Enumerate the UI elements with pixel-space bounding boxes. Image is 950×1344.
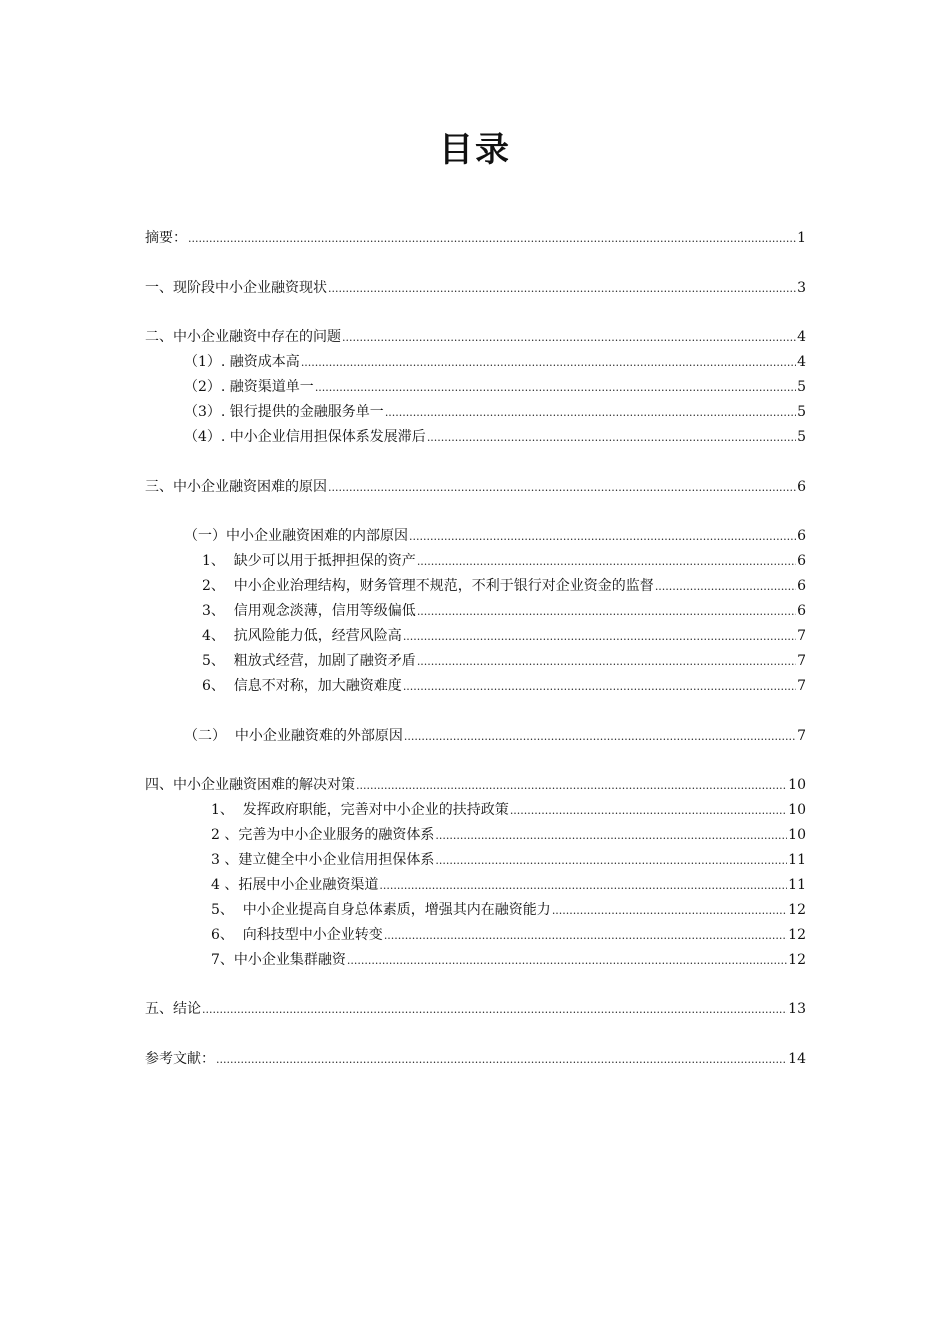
toc-entry-page: 5 (797, 379, 806, 395)
toc-dot-leader (301, 353, 796, 373)
toc-dot-leader (328, 478, 796, 498)
toc-entry-page: 5 (797, 404, 806, 420)
toc-entry-page: 1 (797, 230, 806, 246)
toc-entry-page: 5 (797, 429, 806, 445)
toc-dot-leader (403, 677, 796, 697)
toc-entry-label: （二） 中小企业融资难的外部原因 (184, 728, 403, 744)
toc-dot-leader (315, 378, 796, 398)
toc-entry-3-1-3[interactable] (202, 601, 806, 621)
toc-entry-4-5[interactable] (211, 900, 806, 920)
toc-dot-leader (409, 527, 796, 547)
toc-dot-leader (417, 602, 796, 622)
toc-entry-label: 2 、完善为中小企业服务的融资体系 (211, 827, 435, 843)
toc-entry-page: 10 (788, 827, 806, 843)
toc-dot-leader (216, 1050, 787, 1070)
toc-entry-page: 7 (797, 728, 806, 744)
toc-entry-page: 7 (797, 678, 806, 694)
toc-dot-leader (417, 552, 796, 572)
toc-dot-leader (510, 801, 787, 821)
toc-entry-page: 6 (797, 479, 806, 495)
toc-entry-4-3[interactable] (211, 850, 806, 870)
toc-entry-4-2[interactable] (211, 825, 806, 845)
toc-entry-label: 6、 向科技型中小企业转变 (211, 927, 383, 943)
toc-entry-label: 摘要： (145, 230, 187, 246)
toc-entry-label: 5、 粗放式经营，加剧了融资矛盾 (202, 653, 416, 669)
toc-entry-abstract[interactable] (145, 228, 806, 248)
toc-entry-page: 14 (788, 1051, 806, 1067)
toc-entry-3-external[interactable] (184, 726, 806, 746)
toc-entry-4-4[interactable] (211, 875, 806, 895)
toc-entry-page: 3 (797, 280, 806, 296)
toc-entry-label: 参考文献： (145, 1051, 215, 1067)
toc-entry-page: 10 (788, 802, 806, 818)
toc-entry-3-1-5[interactable] (202, 651, 806, 671)
toc-entry-4-6[interactable] (211, 925, 806, 945)
toc-dot-leader (202, 1000, 787, 1020)
toc-dot-leader (435, 851, 787, 871)
toc-entry-page: 12 (788, 927, 806, 943)
toc-entry-page: 7 (797, 628, 806, 644)
toc-entry-3-1-4[interactable] (202, 626, 806, 646)
toc-dot-leader (404, 727, 796, 747)
toc-dot-leader (379, 876, 787, 896)
toc-entry-label: 五、结论 (145, 1001, 201, 1017)
toc-entry-label: （1）. 融资成本高 (184, 354, 300, 370)
toc-dot-leader (188, 229, 796, 249)
toc-entry-label: 三、中小企业融资困难的原因 (145, 479, 327, 495)
toc-entry-3-1-6[interactable] (202, 676, 806, 696)
toc-entry-page: 10 (788, 777, 806, 793)
toc-dot-leader (427, 428, 796, 448)
toc-entry-page: 6 (797, 553, 806, 569)
toc-entry-page: 4 (797, 354, 806, 370)
toc-entry-page: 13 (788, 1001, 806, 1017)
toc-dot-leader (328, 279, 796, 299)
toc-entry-4-1[interactable] (211, 800, 806, 820)
toc-entry-4-7[interactable] (211, 950, 806, 970)
toc-entry-label: 1、 缺少可以用于抵押担保的资产 (202, 553, 416, 569)
toc-entry-2-1[interactable] (184, 352, 806, 372)
toc-dot-leader (356, 776, 787, 796)
toc-entry-page: 12 (788, 952, 806, 968)
toc-entry-2-4[interactable] (184, 427, 806, 447)
toc-dot-leader (655, 577, 796, 597)
page-title: 目录 (439, 130, 511, 170)
toc-entry-label: （2）. 融资渠道单一 (184, 379, 314, 395)
toc-entry-chapter-4[interactable] (145, 775, 806, 795)
toc-entry-label: （一）中小企业融资困难的内部原因 (184, 528, 408, 544)
toc-entry-chapter-5[interactable] (145, 999, 806, 1019)
toc-entry-label: 2、 中小企业治理结构，财务管理不规范，不利于银行对企业资金的监督 (202, 578, 654, 594)
toc-entry-label: （4）. 中小企业信用担保体系发展滞后 (184, 429, 426, 445)
toc-entry-label: 3、 信用观念淡薄，信用等级偏低 (202, 603, 416, 619)
toc-dot-leader (384, 926, 787, 946)
toc-entry-3-internal[interactable] (184, 526, 806, 546)
toc-entry-label: 6、 信息不对称，加大融资难度 (202, 678, 402, 694)
toc-entry-chapter-2[interactable] (145, 327, 806, 347)
toc-entry-label: 5、 中小企业提高自身总体素质，增强其内在融资能力 (211, 902, 551, 918)
toc-entry-label: 3 、建立健全中小企业信用担保体系 (211, 852, 435, 868)
toc-entry-2-3[interactable] (184, 402, 806, 422)
toc-entry-label: 四、中小企业融资困难的解决对策 (145, 777, 355, 793)
toc-entry-chapter-3[interactable] (145, 477, 806, 497)
toc-entry-page: 11 (788, 852, 806, 868)
toc-entry-label: 7、中小企业集群融资 (211, 952, 346, 968)
toc-entry-page: 6 (797, 603, 806, 619)
toc-entry-label: 一、现阶段中小企业融资现状 (145, 280, 327, 296)
toc-entry-label: （3）. 银行提供的金融服务单一 (184, 404, 384, 420)
toc-entry-label: 1、 发挥政府职能，完善对中小企业的扶持政策 (211, 802, 509, 818)
toc-entry-3-1-2[interactable] (202, 576, 806, 596)
toc-entry-2-2[interactable] (184, 377, 806, 397)
toc-entry-page: 7 (797, 653, 806, 669)
toc-dot-leader (342, 328, 796, 348)
toc-entry-page: 6 (797, 528, 806, 544)
toc-entry-page: 12 (788, 902, 806, 918)
toc-entry-3-1-1[interactable] (202, 551, 806, 571)
toc-dot-leader (552, 901, 787, 921)
toc-dot-leader (403, 627, 796, 647)
toc-dot-leader (385, 403, 796, 423)
toc-entry-page: 4 (797, 329, 806, 345)
toc-entry-label: 二、中小企业融资中存在的问题 (145, 329, 341, 345)
toc-entry-page: 11 (788, 877, 806, 893)
toc-entry-label: 4、 抗风险能力低，经营风险高 (202, 628, 402, 644)
toc-entry-page: 6 (797, 578, 806, 594)
toc-entry-references[interactable] (145, 1049, 806, 1069)
toc-entry-chapter-1[interactable] (145, 278, 806, 298)
toc-entry-label: 4 、拓展中小企业融资渠道 (211, 877, 379, 893)
toc-dot-leader (435, 826, 787, 846)
toc-dot-leader (417, 652, 796, 672)
toc-dot-leader (347, 951, 787, 971)
